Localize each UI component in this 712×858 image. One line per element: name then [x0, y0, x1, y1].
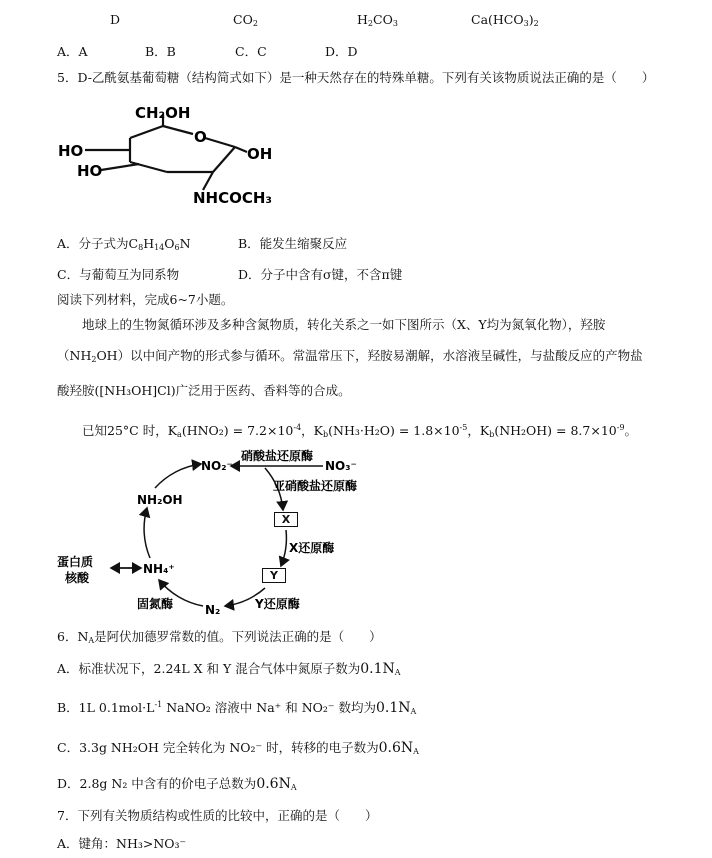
cycle-no2: NO₂⁻	[201, 459, 233, 473]
q5-option-d: D．分子中含有σ键，不含π键	[238, 267, 403, 282]
q6-stem: 6．$N_A$是阿伏加德罗常数的值。下列说法正确的是（ ）	[57, 629, 382, 645]
struct-ho-upper: HO	[58, 142, 84, 160]
struct-ho-lower: HO	[77, 162, 103, 180]
constants-line: 已知25°C 时，$K_a(HNO_2) = 7.2\times 10^{-4}$，$K_b(NH_3\cdot H_2O) = 1.8\times 10^{-5}$，$K_b(NH_2OH) = 8.7\times 10^{-9}$。	[82, 423, 638, 439]
cycle-n2: N₂	[205, 603, 221, 617]
cycle-x-box: X	[274, 512, 298, 527]
reading-para3: 酸羟胺([NH₃OH]Cl)广泛用于医药、香料等的合成。	[57, 383, 351, 398]
q5-stem: 5．D-乙酰氨基葡萄糖（结构简式如下）是一种天然存在的特殊单糖。下列有关该物质说法正确的是（ ）	[57, 70, 655, 85]
q5-option-a: A．分子式为$C_8H_{14}O_6N$	[57, 236, 191, 252]
q4-option-b: B．B	[145, 44, 176, 59]
q6-option-c: C．3.3g NH₂OH 完全转化为 NO₂⁻ 时，转移的电子数为$0.6N_A$	[57, 740, 419, 756]
nitrogen-cycle-diagram	[55, 448, 385, 618]
q6-option-d: D．2.8g N₂ 中含有的价电子总数为$0.6N_A$	[57, 776, 297, 792]
q4-option-a: A．A	[57, 44, 88, 59]
q6-option-b: B．1L $0.1mol\cdot L^{-1}$ NaNO₂ 溶液中 Na⁺ 和 NO₂⁻ 数均为$0.1N_A$	[57, 700, 417, 716]
reading-intro: 阅读下列材料，完成6~7小题。	[57, 292, 234, 307]
cycle-no3: NO₃⁻	[325, 459, 357, 473]
q5-option-c: C．与葡萄互为同系物	[57, 267, 180, 282]
top-row-cahco3: $Ca(HCO_3)_2$	[471, 12, 539, 28]
struct-ring-o: O	[194, 128, 207, 146]
cycle-nh4: NH₄⁺	[143, 562, 175, 576]
reading-para2: $(NH_2OH)$以中间产物的形式参与循环。常温常压下，羟胺易潮解，水溶液呈碱性，与盐酸反应的产物盐	[57, 348, 643, 364]
cycle-nitrogenase: 固氮酶	[137, 597, 174, 611]
top-row-h2co3: $H_2CO_3$	[357, 12, 398, 28]
top-row-co2: $CO_2$	[233, 12, 258, 28]
cycle-nucleic-acid: 核酸	[65, 571, 90, 585]
top-row-d: D	[110, 12, 121, 27]
glcnac-structure	[55, 100, 295, 215]
cycle-y-box: Y	[262, 568, 286, 583]
q4-option-d: D．D	[325, 44, 358, 59]
struct-ch2oh: CH₂OH	[135, 104, 191, 122]
struct-oh: OH	[247, 145, 273, 163]
q5-option-b: B．能发生缩聚反应	[238, 236, 348, 251]
cycle-x-reductase: X还原酶	[289, 541, 335, 555]
q7-stem: 7．下列有关物质结构或性质的比较中，正确的是（ ）	[57, 808, 378, 823]
struct-nhcoch3: NHCOCH₃	[193, 189, 272, 207]
cycle-protein: 蛋白质	[57, 555, 94, 569]
q6-option-a: A．标准状况下，2.24L X 和 Y 混合气体中氮原子数为$0.1N_A$	[57, 661, 401, 677]
q7-option-a: A．键角：NH₃>NO₃⁻	[57, 836, 187, 851]
cycle-y-reductase: Y还原酶	[255, 597, 300, 611]
reading-para1: 地球上的生物氮循环涉及多种含氮物质，转化关系之一如下图所示（X、Y均为氮氧化物），羟胺	[82, 317, 606, 332]
q4-option-c: C．C	[235, 44, 267, 59]
cycle-nitrate-reductase: 硝酸盐还原酶	[241, 449, 314, 463]
cycle-nitrite-reductase: 亚硝酸盐还原酶	[273, 479, 358, 493]
cycle-nh2oh: NH₂OH	[137, 493, 183, 507]
